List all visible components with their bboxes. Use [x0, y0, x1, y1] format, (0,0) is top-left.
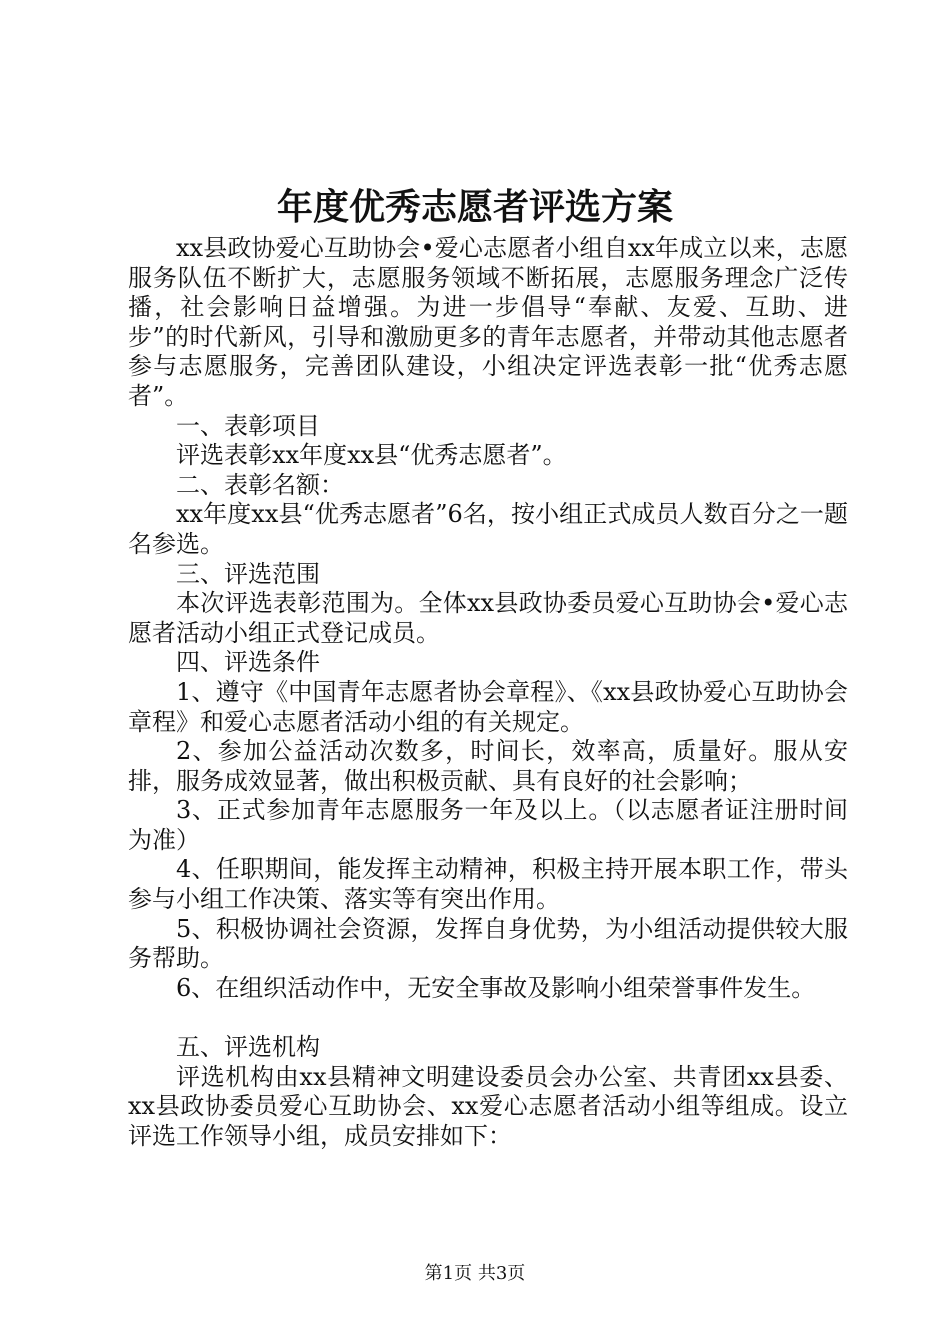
page-footer: 第1页 共3页	[424, 1263, 526, 1284]
section-heading-scope: 三、评选范围	[176, 559, 320, 588]
committee-paragraph: 评选机构由xx县精神文明建设委员会办公室、共青团xx县委、xx县政协委员爱心互助协会、xx爱心志愿者活动小组等组成。设立评选工作领导小组，成员安排如下：	[128, 1062, 848, 1150]
criteria-item: 1、遵守《中国青年志愿者协会章程》、《xx县政协爱心互助协会章程》和爱心志愿者活动小组的有关规定。	[128, 677, 848, 736]
scope-paragraph: 本次评选表彰范围为。全体xx县政协委员爱心互助协会•爱心志愿者活动小组正式登记成员。	[128, 589, 848, 647]
criteria-item: 3、正式参加青年志愿服务一年及以上。（以志愿者证注册时间为准）	[128, 796, 848, 854]
intro-paragraph: xx县政协爱心互助协会•爱心志愿者小组自xx年成立以来，志愿服务队伍不断扩大，志愿服务领域不断拓展，志愿服务理念广泛传播，社会影响日益增强。为进一步倡导“奉献、友爱、互助、进步”的时代新风，引导和激励更多的青年志愿者，并带动其他志愿者参与志愿服务，完善团队建设，小组决定评选表彰一批“优秀志愿者”。	[128, 234, 848, 410]
quota-paragraph: xx年度xx县“优秀志愿者”6名，按小组正式成员人数百分之一题名参选。	[128, 500, 848, 558]
section-heading-criteria: 四、评选条件	[176, 648, 320, 677]
blank-line	[128, 1003, 848, 1033]
criteria-item: 6、在组织活动作中，无安全事故及影响小组荣誉事件发生。	[176, 973, 816, 1002]
document-body	[128, 234, 848, 1151]
criteria-item: 2、参加公益活动次数多，时间长，效率高，质量好。服从安排，服务成效显著，做出积极贡献、具有良好的社会影响；	[128, 737, 848, 795]
section-heading-quota: 二、表彰名额：	[176, 470, 344, 499]
page-title: 年度优秀志愿者评选方案	[276, 187, 673, 228]
criteria-item: 4、任职期间，能发挥主动精神，积极主持开展本职工作，带头参与小组工作决策、落实等有突出作用。	[128, 855, 848, 914]
award-item-paragraph: 评选表彰xx年度xx县“优秀志愿者”。	[176, 441, 567, 470]
section-heading-award-item: 一、表彰项目	[176, 411, 320, 440]
section-heading-committee: 五、评选机构	[176, 1033, 320, 1062]
criteria-item: 5、积极协调社会资源，发挥自身优势，为小组活动提供较大服务帮助。	[128, 914, 848, 973]
